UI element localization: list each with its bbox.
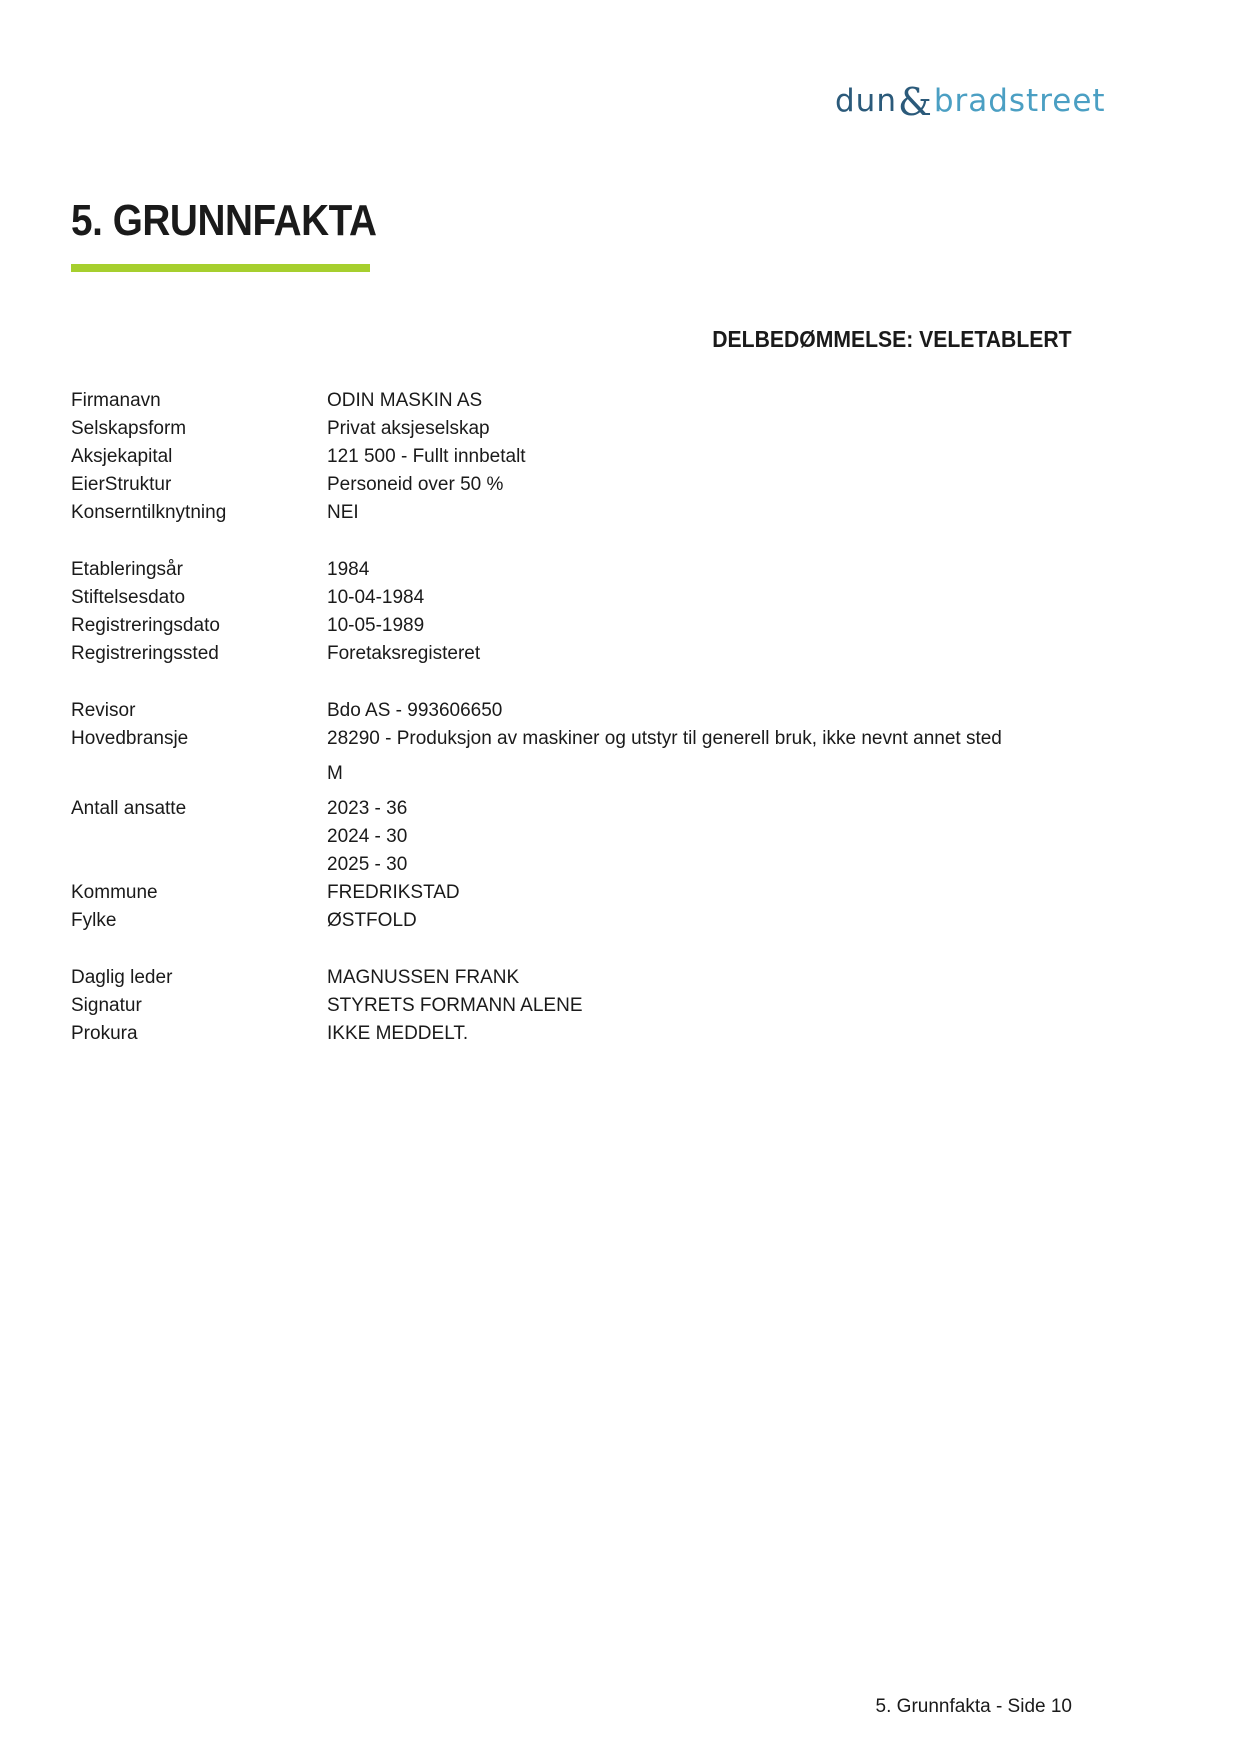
fact-label: EierStruktur bbox=[71, 474, 172, 495]
fact-value: Personeid over 50 % bbox=[327, 474, 504, 495]
fact-row-konserntilknytning bbox=[71, 499, 1071, 527]
fact-value: 2025 - 30 bbox=[327, 854, 408, 875]
fact-row-hovedbransje bbox=[71, 725, 1071, 753]
fact-value: 121 500 - Fullt innbetalt bbox=[327, 446, 526, 467]
fact-row-antall-ansatte bbox=[71, 795, 1071, 823]
fact-row-hovedbransje-extra bbox=[71, 760, 1071, 788]
fact-label: Revisor bbox=[71, 700, 136, 721]
fact-row-fylke bbox=[71, 907, 1071, 935]
fact-row-antall-ansatte-3 bbox=[71, 851, 1071, 879]
fact-label-empty bbox=[71, 851, 327, 879]
fact-row-registreringsdato bbox=[71, 612, 1071, 640]
logo-ampersand: & bbox=[897, 80, 933, 124]
fact-label-empty bbox=[71, 823, 327, 851]
fact-row-etableringsar bbox=[71, 556, 1071, 584]
fact-value: 2024 - 30 bbox=[327, 826, 408, 847]
fact-value: 10-05-1989 bbox=[327, 615, 425, 636]
fact-row-firmanavn bbox=[71, 387, 1071, 415]
fact-row-daglig-leder bbox=[71, 964, 1071, 992]
fact-value: 2023 - 36 bbox=[327, 798, 408, 819]
fact-row-eierstruktur bbox=[71, 471, 1071, 499]
fact-label-empty bbox=[71, 760, 327, 788]
fact-row-registreringssted bbox=[71, 640, 1071, 668]
fact-label: Aksjekapital bbox=[71, 446, 173, 467]
fact-value: 28290 - Produksjon av maskiner og utstyr til generell bruk, ikke nevnt annet sted bbox=[327, 728, 1002, 749]
fact-label: Kommune bbox=[71, 882, 158, 903]
fact-row-selskapsform bbox=[71, 415, 1071, 443]
page-title: 5. GRUNNFAKTA bbox=[71, 196, 377, 245]
fact-table bbox=[71, 387, 1071, 1048]
logo-text-bradstreet: bradstreet bbox=[933, 82, 1106, 119]
title-underline bbox=[71, 264, 370, 272]
page-footer: 5. Grunnfakta - Side 10 bbox=[875, 1696, 1072, 1717]
fact-label: Daglig leder bbox=[71, 967, 173, 988]
fact-label: Registreringsdato bbox=[71, 615, 220, 636]
dun-bradstreet-logo bbox=[835, 78, 1106, 124]
fact-value: MAGNUSSEN FRANK bbox=[327, 967, 520, 988]
fact-row-antall-ansatte-2 bbox=[71, 823, 1071, 851]
fact-value: Foretaksregisteret bbox=[327, 643, 481, 664]
fact-value: Privat aksjeselskap bbox=[327, 418, 490, 439]
fact-value: STYRETS FORMANN ALENE bbox=[327, 995, 583, 1016]
fact-label: Stiftelsesdato bbox=[71, 587, 186, 608]
fact-label: Selskapsform bbox=[71, 418, 187, 439]
fact-row-signatur bbox=[71, 992, 1071, 1020]
fact-value: Bdo AS - 993606650 bbox=[327, 700, 503, 721]
section-gap bbox=[71, 935, 1071, 964]
fact-row-revisor bbox=[71, 697, 1071, 725]
fact-label: Konserntilknytning bbox=[71, 502, 227, 523]
fact-value: M bbox=[327, 763, 343, 784]
fact-value: ØSTFOLD bbox=[327, 910, 417, 931]
fact-value: NEI bbox=[327, 502, 359, 523]
fact-label: Fylke bbox=[71, 910, 117, 931]
row-gap bbox=[71, 753, 1071, 760]
fact-row-kommune bbox=[71, 879, 1071, 907]
section-rating: DELBEDØMMELSE: VELETABLERT bbox=[712, 326, 1072, 352]
fact-value: IKKE MEDDELT. bbox=[327, 1023, 469, 1044]
fact-value: ODIN MASKIN AS bbox=[327, 390, 483, 411]
logo-text-dun: dun bbox=[835, 82, 897, 119]
fact-row-aksjekapital bbox=[71, 443, 1071, 471]
fact-label: Prokura bbox=[71, 1023, 138, 1044]
row-gap bbox=[71, 788, 1071, 795]
section-gap bbox=[71, 527, 1071, 556]
section-gap bbox=[71, 668, 1071, 697]
fact-label: Registreringssted bbox=[71, 643, 219, 664]
fact-label: Firmanavn bbox=[71, 390, 161, 411]
fact-label: Hovedbransje bbox=[71, 728, 189, 749]
fact-value: FREDRIKSTAD bbox=[327, 882, 460, 903]
fact-value: 10-04-1984 bbox=[327, 587, 425, 608]
fact-label: Antall ansatte bbox=[71, 798, 187, 819]
fact-row-prokura bbox=[71, 1020, 1071, 1048]
fact-label: Etableringsår bbox=[71, 559, 183, 580]
fact-row-stiftelsesdato bbox=[71, 584, 1071, 612]
fact-value: 1984 bbox=[327, 559, 370, 580]
fact-label: Signatur bbox=[71, 995, 142, 1016]
